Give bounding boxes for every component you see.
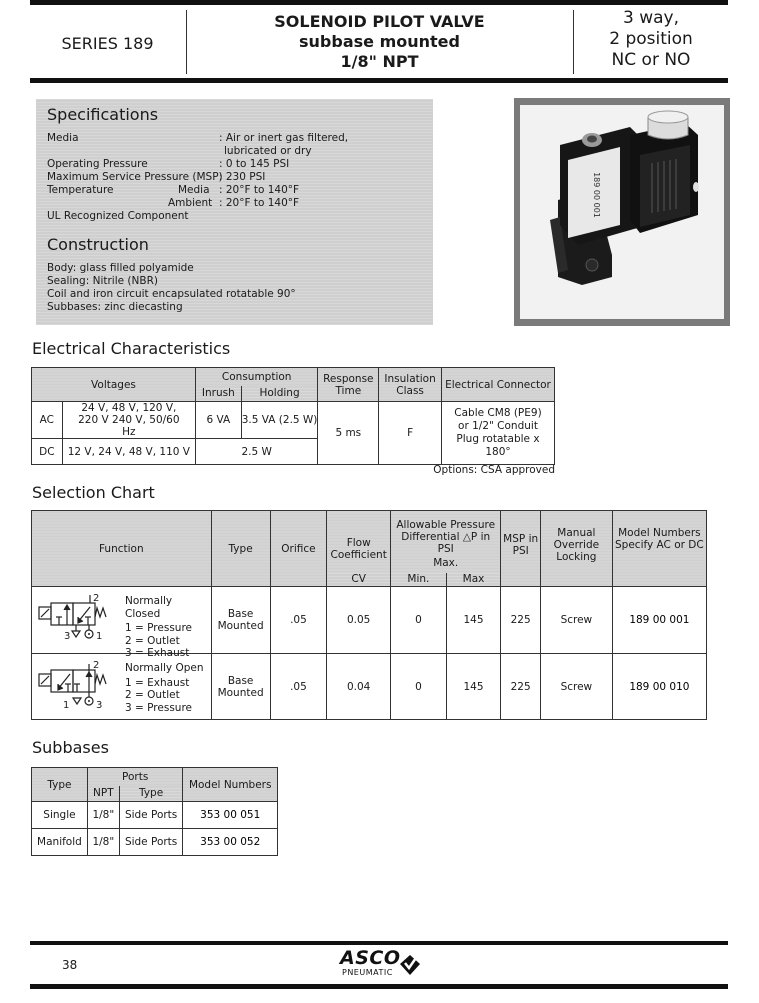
valve-label-text: 189 00 001 (592, 172, 601, 218)
pressure-differential-label: Allowable Pressure Differential △P in PSI (396, 518, 496, 555)
subbase-type-value: Single (32, 802, 88, 829)
valve-symbol-nc-icon (36, 593, 124, 645)
inrush-value: 6 VA (195, 402, 241, 439)
port-description: 1 = Exhaust (125, 676, 190, 689)
port-description: 1 = Pressure (125, 622, 192, 634)
construction-line: Coil and iron circuit encapsulated rotatable 90° (47, 288, 296, 300)
col-flow-coefficient (327, 511, 391, 573)
function-description (125, 595, 211, 660)
port-description: 2 = Outlet (125, 689, 180, 701)
logo-subtext: PNEUMATIC (342, 968, 393, 977)
config-line: 3 way, (622, 8, 679, 28)
top-rule (30, 0, 728, 5)
product-title (187, 12, 572, 72)
spec-value: : Air or inert gas filtered, (219, 132, 349, 144)
port-description: 2 = Outlet (125, 634, 180, 647)
col-pressure-differential (391, 511, 501, 573)
cv-value: 0.04 (327, 654, 391, 720)
col-subbase-type: Type (32, 768, 88, 802)
col-type: Type (211, 511, 270, 587)
manual-override-value: Screw (541, 587, 613, 654)
series-text: SERIES 189 (61, 33, 154, 53)
port-description: 3 = Exhaust (125, 647, 190, 659)
table-row (32, 829, 278, 856)
max-value: 145 (446, 587, 501, 654)
electrical-table (31, 367, 555, 465)
col-holding: Holding (241, 386, 318, 402)
port-description: 3 = Pressure (125, 701, 192, 714)
model-number: 189 00 001 (612, 587, 706, 654)
function-description (125, 662, 204, 714)
selection-chart-table (31, 510, 707, 720)
current-type: AC (32, 402, 63, 439)
port-label: 2 (93, 660, 100, 671)
function-cell (32, 587, 212, 659)
col-electrical-connector: Electrical Connector (441, 368, 554, 402)
spec-value: : 20°F to 140°F (219, 197, 300, 209)
spec-value: lubricated or dry (224, 145, 312, 157)
col-inrush: Inrush (195, 386, 241, 402)
orifice-value: .05 (270, 654, 327, 720)
selection-chart-title: Selection Chart (32, 483, 155, 502)
specifications-panel (36, 99, 433, 325)
col-cv: CV (327, 573, 391, 587)
npt-value: 1/8" (87, 802, 119, 829)
subbase-type-value: Manifold (32, 829, 88, 856)
spec-label: Operating Pressure (47, 158, 148, 170)
function-name: Normally Open (125, 662, 204, 674)
col-port-type: Type (119, 786, 183, 802)
title-line: SOLENOID PILOT VALVE (274, 12, 485, 31)
col-ports: Ports (87, 768, 183, 786)
port-type-value: Side Ports (119, 802, 183, 829)
valve-symbol-no-icon (36, 660, 124, 712)
response-time-value: 5 ms (318, 402, 379, 465)
spec-label: Maximum Service Pressure (MSP) (47, 171, 223, 183)
product-photo (514, 98, 730, 326)
table-row (32, 802, 278, 829)
solenoid-valve-image (520, 105, 724, 319)
cv-value: 0.05 (327, 587, 391, 654)
msp-value: 225 (501, 654, 541, 720)
model-number: 189 00 010 (612, 654, 706, 720)
type-value: Base Mounted (211, 587, 270, 654)
function-cell (32, 654, 212, 720)
orifice-value: .05 (270, 587, 327, 654)
flow-coefficient-label: Flow Coefficient (330, 536, 387, 561)
port-label: 2 (93, 593, 100, 604)
col-npt: NPT (87, 786, 119, 802)
col-orifice: Orifice (270, 511, 327, 587)
header-divider (573, 10, 574, 74)
subbase-model-number: 353 00 051 (183, 802, 278, 829)
col-function: Function (32, 511, 212, 587)
col-manual-override: Manual Override Locking (541, 511, 613, 587)
spec-value: : 230 PSI (219, 171, 266, 183)
product-photo-area (520, 105, 724, 319)
config-line: NC or NO (611, 50, 691, 70)
port-label: 3 (64, 631, 71, 642)
voltages-value: 24 V, 48 V, 120 V, 220 V 240 V, 50/60 Hz (62, 402, 195, 439)
table-row (32, 587, 707, 654)
type-value: Base Mounted (211, 654, 270, 720)
col-msp: MSP in PSI (501, 511, 541, 587)
col-subbase-model: Model Numbers (183, 768, 278, 802)
npt-value: 1/8" (87, 829, 119, 856)
construction-line: Body: glass filled polyamide (47, 262, 194, 274)
col-voltages: Voltages (32, 368, 196, 402)
logo-diamond-icon (398, 951, 422, 977)
subbase-model-number: 353 00 052 (183, 829, 278, 856)
spec-sublabel: Media (178, 184, 210, 196)
current-type: DC (32, 439, 63, 465)
footer-top-rule (30, 941, 728, 945)
electrical-title: Electrical Characteristics (32, 339, 231, 358)
valve-configuration (575, 8, 727, 71)
header-rule (30, 78, 728, 83)
function-name: Normally Closed (125, 595, 173, 620)
manual-override-value: Screw (541, 654, 613, 720)
table-row (32, 654, 707, 720)
col-consumption: Consumption (195, 368, 317, 386)
min-value: 0 (391, 654, 447, 720)
options-note: Options: CSA approved (433, 464, 555, 476)
port-label: 1 (96, 631, 103, 642)
title-line: 1/8" NPT (340, 52, 419, 71)
specifications-title: Specifications (47, 105, 159, 124)
subbases-title: Subbases (32, 738, 109, 757)
max-value: 145 (446, 654, 501, 720)
port-label: 1 (63, 700, 70, 711)
spec-label: Media (47, 132, 79, 144)
holding-value: 3.5 VA (2.5 W) (241, 402, 318, 439)
port-type-value: Side Ports (119, 829, 183, 856)
construction-line: Sealing: Nitrile (NBR) (47, 275, 158, 287)
col-max: Max (446, 573, 501, 587)
max-group-label: Max. (433, 556, 459, 569)
page-number: 38 (62, 958, 78, 972)
connector-value: Cable CM8 (PE9) or 1/2" Conduit Plug rotatable x 180° (441, 402, 554, 465)
col-insulation-class: Insulation Class (379, 368, 442, 402)
consumption-value: 2.5 W (195, 439, 317, 465)
asco-logo (340, 949, 430, 981)
spec-value: : 20°F to 140°F (219, 184, 300, 196)
spec-label: Temperature (47, 184, 114, 196)
table-row (32, 402, 555, 439)
msp-value: 225 (501, 587, 541, 654)
subbases-table (31, 767, 278, 856)
col-response-time: Response Time (318, 368, 379, 402)
config-line: 2 position (609, 29, 693, 49)
insulation-class-value: F (379, 402, 442, 465)
spec-value: : 0 to 145 PSI (219, 158, 290, 170)
col-model-numbers: Model Numbers Specify AC or DC (612, 511, 706, 587)
spec-sublabel: Ambient (168, 197, 213, 209)
construction-line: Subbases: zinc diecasting (47, 301, 183, 313)
col-min: Min. (391, 573, 447, 587)
logo-text: ASCO (340, 947, 401, 969)
spec-label: UL Recognized Component (47, 210, 189, 222)
title-line: subbase mounted (299, 32, 460, 51)
voltages-value: 12 V, 24 V, 48 V, 110 V (62, 439, 195, 465)
series-label (30, 12, 185, 74)
port-label: 3 (96, 700, 103, 711)
construction-title: Construction (47, 235, 149, 254)
footer-bottom-rule (30, 984, 728, 989)
min-value: 0 (391, 587, 447, 654)
